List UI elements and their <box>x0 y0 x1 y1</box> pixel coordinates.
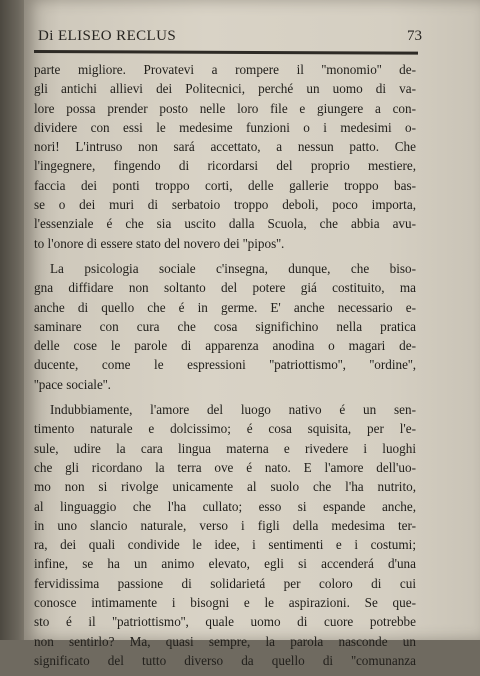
paragraph-1 <box>34 60 416 253</box>
text-line: significato del tutto diverso da quello di ''comunanza <box>34 652 416 668</box>
text-line: ra, dei quali condivide le idee, i sentimenti e i costumi; <box>34 537 416 553</box>
text-line: l'essenziale é che sia uscito dalla Scuola, che abbia avu- <box>34 216 416 232</box>
text-line: se o dei muri di serbatoio troppo deboli, poco importa, <box>34 197 416 213</box>
text-line: sule, udire la cara lingua materna e rivedere i luoghi <box>34 440 416 456</box>
text-line: infine, se ha un animo elevato, egli si accenderá d'una <box>34 556 416 572</box>
paragraph-3 <box>34 400 416 670</box>
text-line: ducente, come le espressioni ''patriottismo'', ''ordine'', <box>34 357 416 373</box>
text-line: saminare con cura che cosa significhino nella pratica <box>34 318 416 334</box>
text-line: l'ingegnere, fingendo di ricordarsi del proprio mestiere, <box>34 158 416 174</box>
text-line: timento naturale e dolcissimo; é cosa squisita, per l'e- <box>34 421 416 437</box>
body-text <box>34 60 416 676</box>
text-line: fervidissima passione di solidarietá per coloro di cui <box>34 575 416 591</box>
paragraph-2 <box>34 259 416 394</box>
text-line: che gli ricordano la terra ove é nato. E l'amore dell'uo- <box>34 459 416 475</box>
page-number: 73 <box>407 28 422 44</box>
text-line: dividere con essi le medesime funzioni o i medesimi o- <box>34 119 416 135</box>
text-line: faccia dei ponti troppo corti, delle gallerie troppo bas- <box>34 177 416 193</box>
text-line: mo non si rivolge unicamente al suolo che l'ha nutrito, <box>34 479 416 495</box>
running-head <box>38 24 422 50</box>
text-line: non sentirlo? Ma, quasi sempre, la parola nasconde un <box>34 633 416 649</box>
text-line: in uno slancio naturale, verso i figli della medesima ter- <box>34 517 416 533</box>
text-line: delle cose le parole di apparenza anodina o magari de- <box>34 338 416 354</box>
text-line: gna diffidare non soltanto del potere giá costituito, ma <box>34 280 416 296</box>
text-line: ''pace sociale''. <box>34 376 111 392</box>
text-line: gli antichi allievi dei Politecnici, perché un uomo di va- <box>34 81 416 97</box>
text-line: nori! L'intruso non sará accettato, a nessun patto. Che <box>34 139 416 155</box>
text-line: parte migliore. Provatevi a rompere il ''monomio'' de- <box>34 62 416 77</box>
text-line: anche di quello che é in germe. E' anche necessario e- <box>34 299 416 315</box>
text-line: La psicologia sociale c'insegna, dunque, che biso- <box>50 260 416 276</box>
text-line: to l'onore di essere stato del novero dei ''pipos''. <box>34 235 285 251</box>
text-line: sto é il ''patriottismo'', quale uomo di cuore potrebbe <box>34 614 416 630</box>
text-line: conosce intimamente i bisogni e le aspirazioni. Se que- <box>34 595 416 611</box>
text-line: al linguaggio che l'ha cullato; esso si espande anche, <box>34 498 416 514</box>
text-line: Indubbiamente, l'amore del luogo nativo é un sen- <box>50 402 416 418</box>
text-line: lore possa prender posto nelle loro file e giungere a con- <box>34 100 416 116</box>
running-title: Di ELISEO RECLUS <box>38 28 177 44</box>
